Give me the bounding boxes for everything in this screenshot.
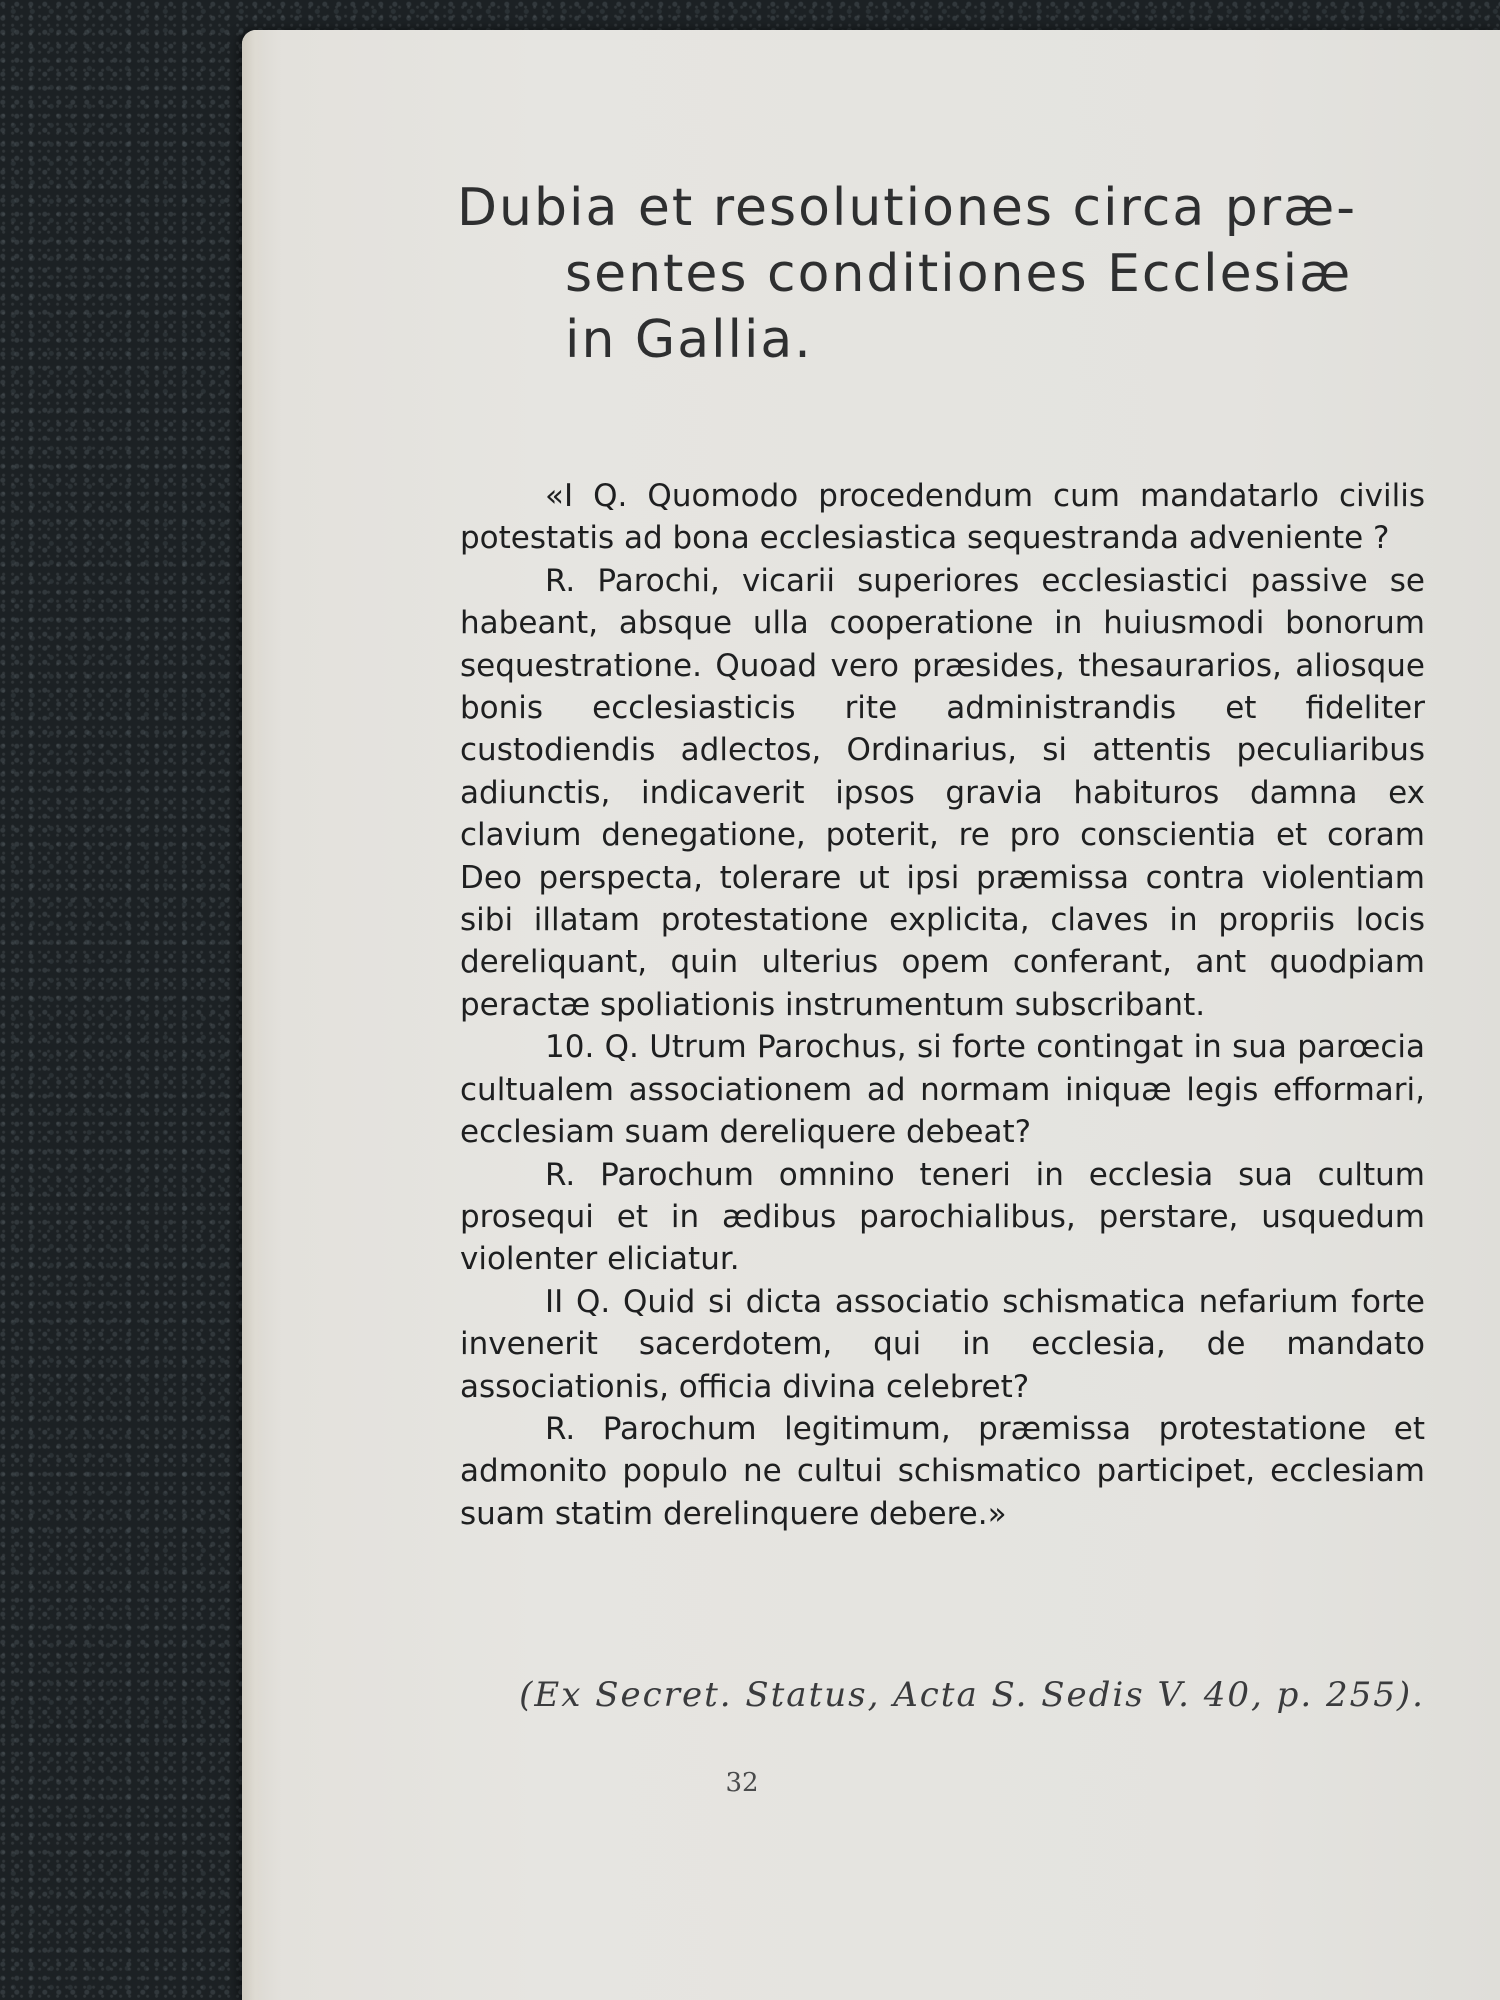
- response-10: R. Parochum omnino teneri in ecclesia sua cultum prosequi et in ædibus parochialibus, perstare, usquedum violenter eliciatur.: [460, 1156, 1425, 1278]
- title-line-2: sentes conditiones Ecclesiæ: [565, 244, 1353, 304]
- response-11: R. Parochum legitimum, præmissa protestatione et admonito populo ne cultui schismatico participet, ecclesiam suam statim derelinquere debere.»: [460, 1410, 1425, 1532]
- page-title: [457, 175, 1457, 373]
- book-page: [242, 30, 1500, 2000]
- question-11: II Q. Quid si dicta associatio schismatica nefarium forte invenerit sacerdotem, qui in ecclesia, de mandato associationis, officia divina celebret?: [460, 1283, 1425, 1405]
- page-edge: [242, 30, 264, 2000]
- title-line-3: in Gallia.: [565, 310, 813, 370]
- title-line-1: Dubia et resolutiones circa præ-: [457, 178, 1357, 238]
- source-citation: (Ex Secret. Status, Acta S. Sedis V. 40, p. 255).: [519, 1675, 1425, 1715]
- response-1: R. Parochi, vicarii superiores ecclesiastici passive se habeant, absque ulla cooperatione in huiusmodi bonorum sequestratione. Quoad vero præsides, thesaurarios, aliosque bonis ecclesiasticis rite administrandis et fideliter custodiendis adlectos, Ordinarius, si attentis peculiaribus adiunctis, indicaverit ipsos gravia habituros damna ex clavium denegatione, poterit, re pro conscientia et coram Deo perspecta, tolerare ut ipsi præmissa contra violentiam sibi illatam protestatione explicita, claves in propriis locis dereliquant, quin ulterius opem conferant, ant quodpiam peractæ spoliationis instrumentum subscribant.: [460, 562, 1425, 1023]
- page-number: 32: [725, 1768, 759, 1798]
- question-1: «I Q. Quomodo procedendum cum mandatarlo civilis potestatis ad bona ecclesiastica sequestranda adveniente ?: [460, 478, 1425, 557]
- question-10: 10. Q. Utrum Parochus, si forte contingat in sua parœcia cultualem associationem ad normam iniquæ legis efformari, ecclesiam suam dereliquere debeat?: [460, 1029, 1425, 1151]
- body-text: [460, 475, 1425, 1535]
